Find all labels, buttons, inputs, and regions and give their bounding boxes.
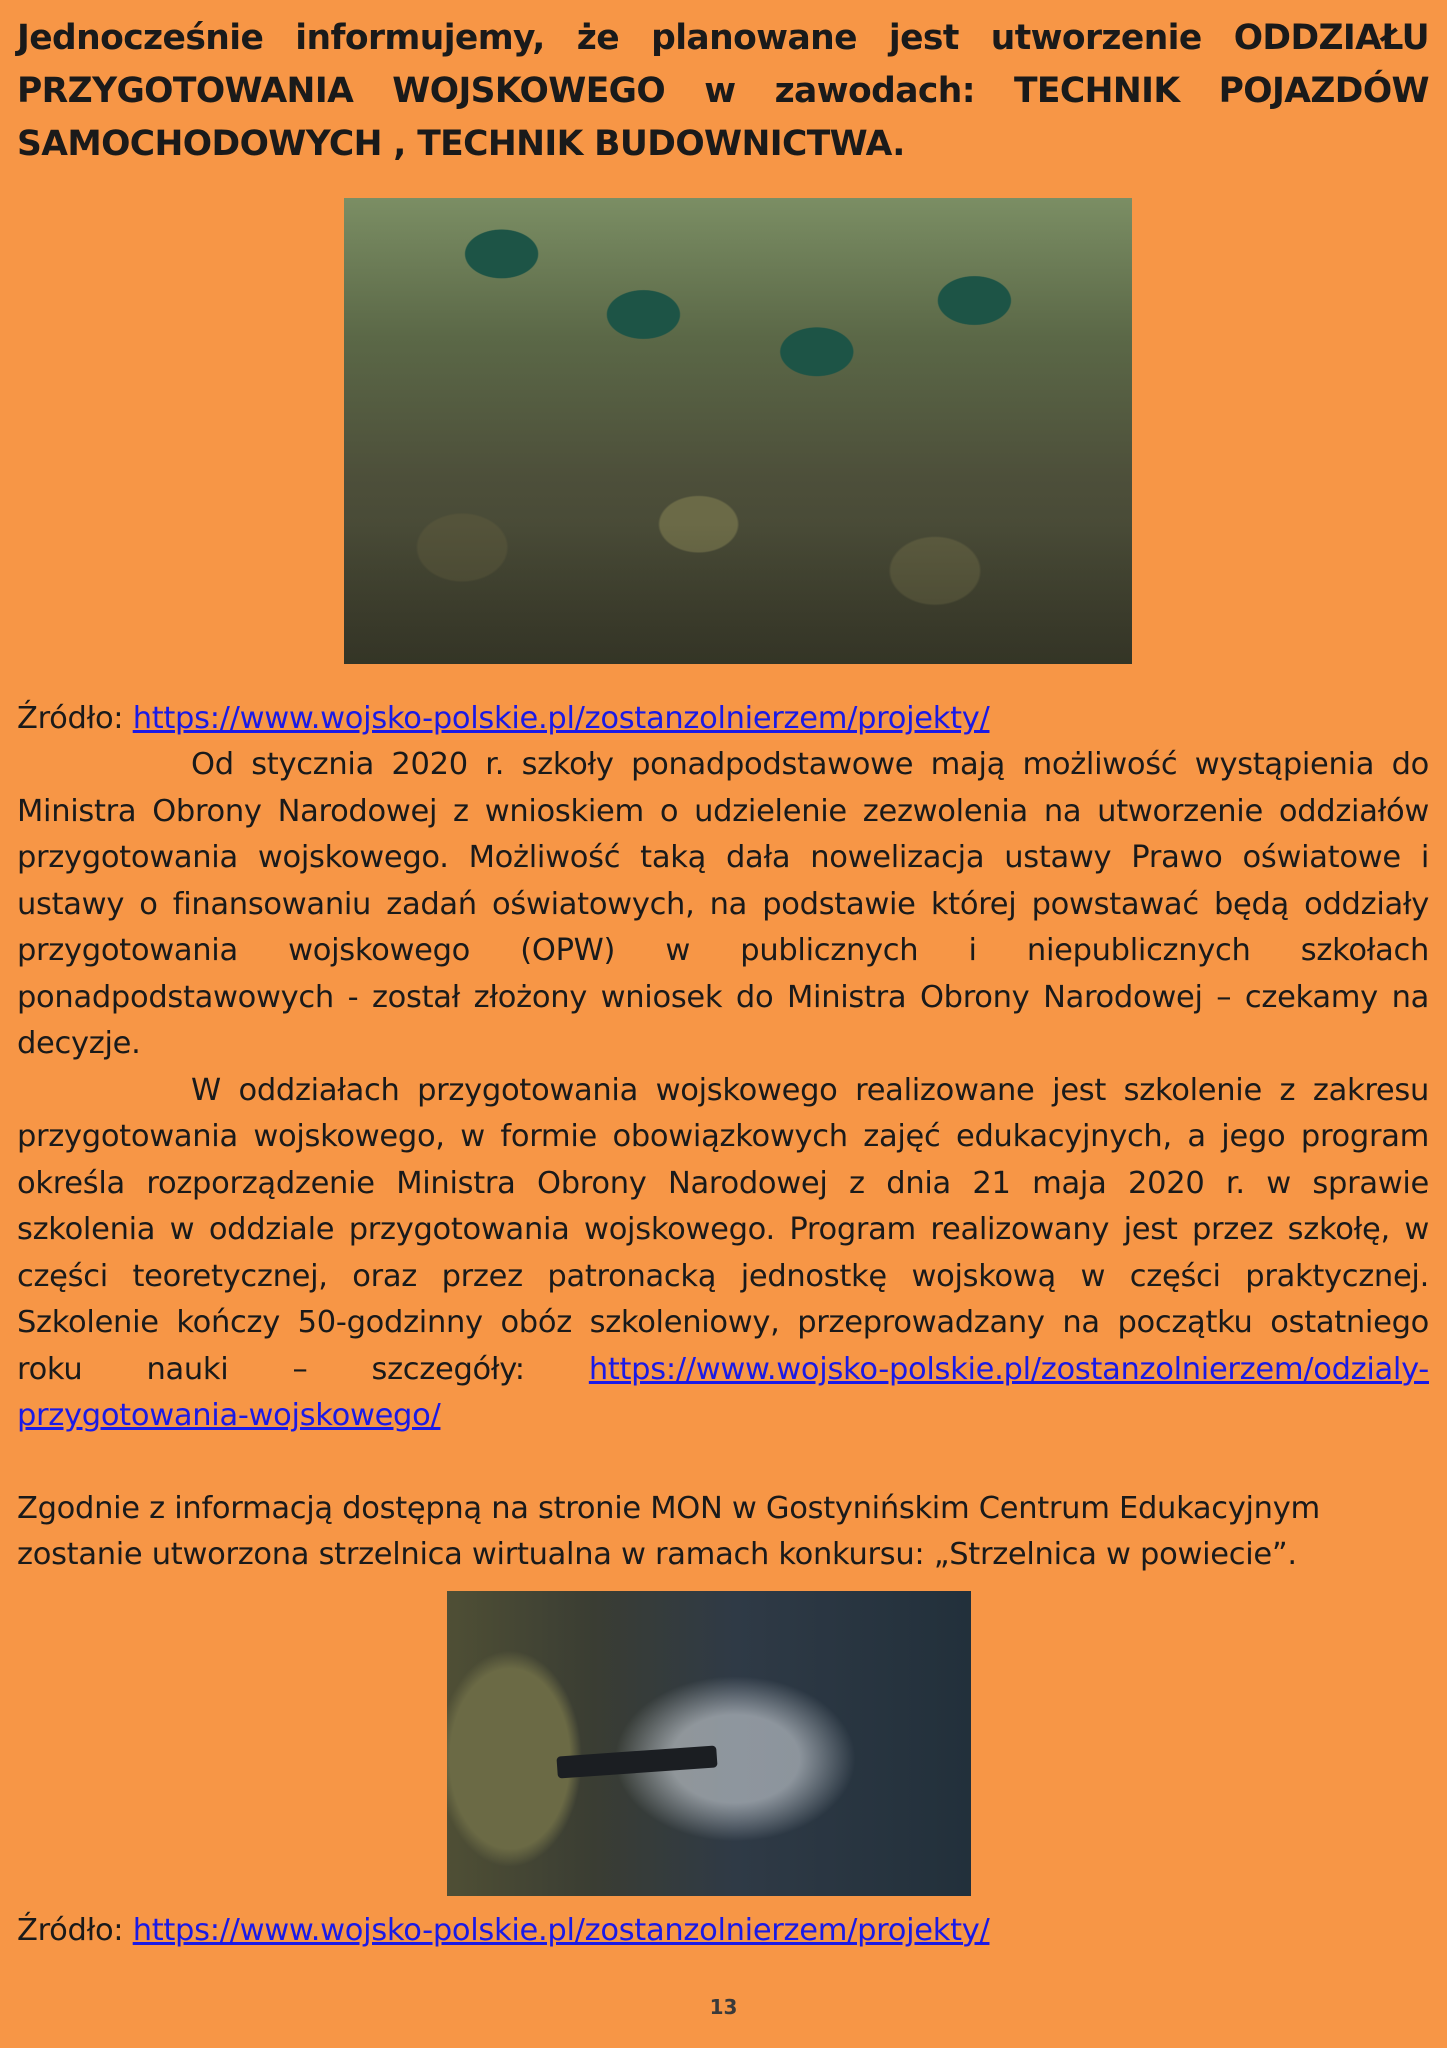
paragraph-opw-training-text: W oddziałach przygotowania wojskowego realizowane jest szkolenie z zakresu przygotowania wojskowego, w formie obowiązkowych zajęć edukacyjnych, a jego program określa rozporządzenie Ministra Obrony Narodowej z dnia 21 maja 2020 r. w sprawie szkolenia w oddziale przygotowania wojskowego. Program realizowany jest przez szkołę, w części teoretycznej, oraz przez patronacką jednostkę wojskową w części praktycznej. Szkolenie kończy 50-godzinny obóz szkoleniowy, przeprowadzany na początku ostatniego roku nauki – szczegóły: bbox=[17, 1072, 1429, 1387]
opw-details-link[interactable]: https://www.wojsko-polskie.pl/zostanzolnierzem/odzialy-przygotowania-wojskowego/ bbox=[17, 1351, 1429, 1433]
source-line-bottom bbox=[17, 1908, 1429, 1954]
photo-shooting-range bbox=[447, 1591, 971, 1896]
source-link-top[interactable]: https://www.wojsko-polskie.pl/zostanzolnierzem/projekty/ bbox=[132, 701, 990, 736]
paragraph-opw-training bbox=[17, 1068, 1429, 1440]
page-number: 13 bbox=[709, 1995, 738, 2019]
source-line-top bbox=[17, 696, 1429, 742]
headline: Jednocześnie informujemy, że planowane jest utworzenie ODDZIAŁU PRZYGOTOWANIA WOJSKOWEGO w zawodach: TECHNIK POJAZDÓW SAMOCHODOWYCH , TECHNIK BUDOWNICTWA. bbox=[17, 18, 1429, 164]
source-label: Źródło: bbox=[17, 701, 124, 736]
paragraph-opw-intro: Od stycznia 2020 r. szkoły ponadpodstawowe mają możliwość wystąpienia do Ministra Obrony Narodowej z wnioskiem o udzielenie zezwolenia na utworzenie oddziałów przygotowania wojskowego. Możliwość taką dała nowelizacja ustawy Prawo oświatowe i ustawy o finansowaniu zadań oświatowych, na podstawie której powstawać będą oddziały przygotowania wojskowego (OPW) w publicznych i niepublicznych szkołach ponadpodstawowych - został złożony wniosek do Ministra Obrony Narodowej – czekamy na decyzje. bbox=[17, 747, 1429, 1061]
source-link-bottom[interactable]: https://www.wojsko-polskie.pl/zostanzolnierzem/projekty/ bbox=[132, 1912, 990, 1948]
photo-military-class-students bbox=[344, 198, 1132, 664]
paragraph-virtual-range: Zgodnie z informacją dostępną na stronie MON w Gostynińskim Centrum Edukacyjnym zostanie utworzona strzelnica wirtualna w ramach konkursu: „Strzelnica w powiecie”. bbox=[17, 1490, 1320, 1572]
document-page bbox=[17, 12, 1429, 1954]
source-label: Źródło: bbox=[17, 1912, 124, 1948]
